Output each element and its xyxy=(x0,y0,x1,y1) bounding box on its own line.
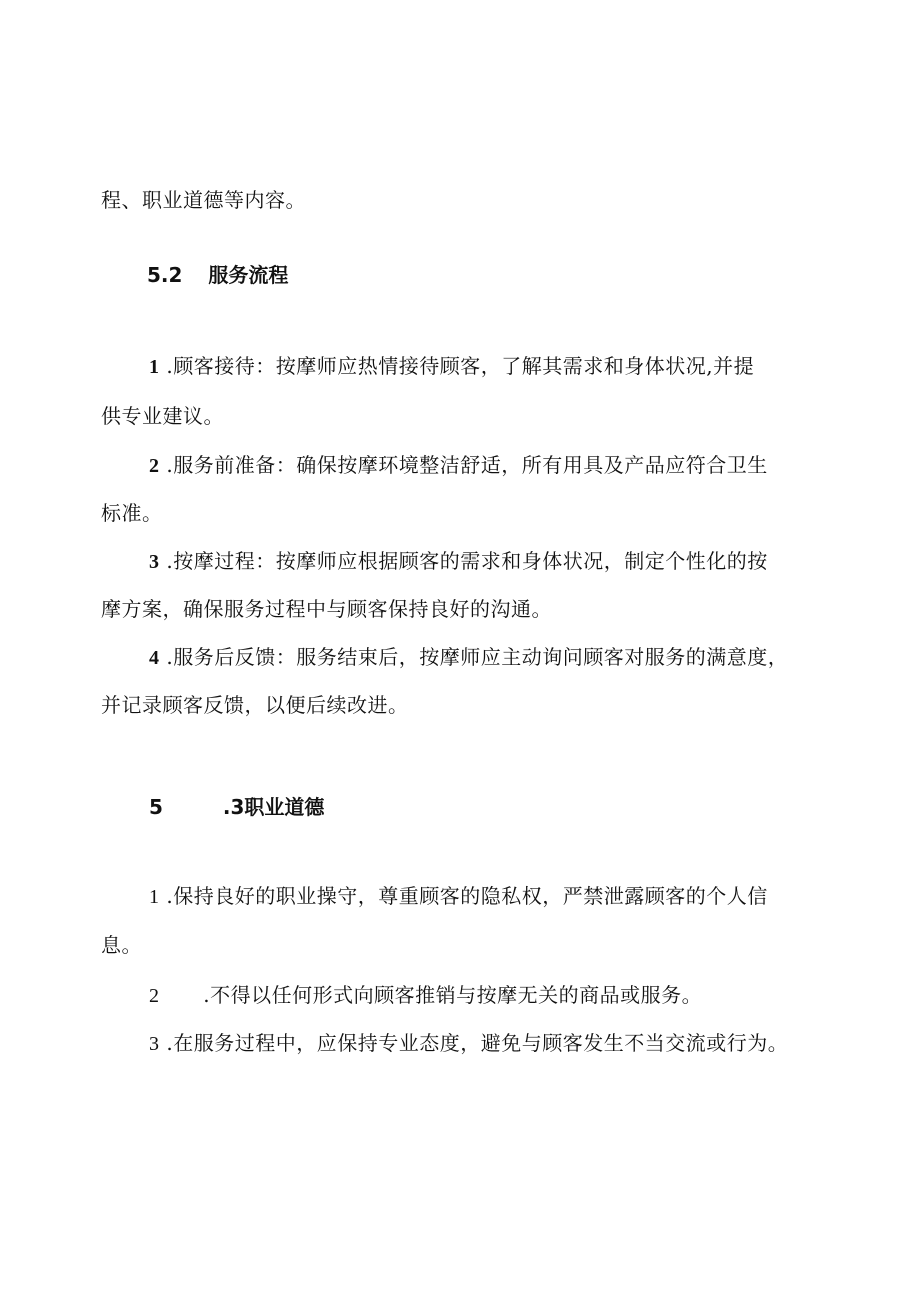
list-item-5-2-1 xyxy=(149,353,754,380)
list-item-5-2-3-continuation: 摩方案，确保服务过程中与顾客保持良好的沟通。 xyxy=(101,597,552,621)
list-item-text: .按摩过程：按摩师应根据顾客的需求和身体状况，制定个性化的按 xyxy=(166,549,768,573)
list-item-number: 3 xyxy=(149,551,160,573)
section-5-3-number: 5 xyxy=(149,795,163,819)
list-item-5-2-1-continuation: 供专业建议。 xyxy=(101,404,224,428)
list-item-5-2-2-continuation: 标准。 xyxy=(101,501,163,525)
list-item-5-3-3 xyxy=(149,1030,788,1057)
section-5-3-heading xyxy=(149,794,324,820)
list-item-number: 1 xyxy=(149,356,160,378)
section-5-2-number: 5.2 xyxy=(147,263,183,287)
list-item-5-3-1-continuation: 息。 xyxy=(101,933,142,957)
list-item-text: .在服务过程中，应保持专业态度，避免与顾客发生不当交流或行为。 xyxy=(166,1031,789,1055)
list-item-5-3-1 xyxy=(149,883,768,910)
list-item-number: 2 xyxy=(149,985,160,1007)
list-item-5-2-3 xyxy=(149,548,768,575)
intro-tail-text: 程、职业道德等内容。 xyxy=(101,188,306,212)
list-item-text: .顾客接待：按摩师应热情接待顾客，了解其需求和身体状况,并提 xyxy=(166,354,755,378)
section-5-3-title: .3职业道德 xyxy=(222,795,325,819)
list-item-number: 2 xyxy=(149,455,160,477)
list-item-number: 4 xyxy=(149,647,160,669)
list-item-text: .保持良好的职业操守，尊重顾客的隐私权，严禁泄露顾客的个人信 xyxy=(166,884,768,908)
list-item-5-2-2 xyxy=(149,452,768,479)
list-item-5-2-4-continuation: 并记录顾客反馈，以便后续改进。 xyxy=(101,693,409,717)
list-item-text: .服务后反馈：服务结束后，按摩师应主动询问顾客对服务的满意度， xyxy=(166,645,789,669)
section-5-2-title: 服务流程 xyxy=(208,263,289,287)
list-item-text: .服务前准备：确保按摩环境整洁舒适，所有用具及产品应符合卫生 xyxy=(166,453,768,477)
list-item-text: .不得以任何形式向顾客推销与按摩无关的商品或服务。 xyxy=(203,983,703,1007)
list-item-5-2-4 xyxy=(149,644,788,671)
list-item-number: 1 xyxy=(149,886,160,908)
section-5-2-heading xyxy=(147,262,288,288)
list-item-number: 3 xyxy=(149,1033,160,1055)
list-item-5-3-2 xyxy=(149,982,702,1009)
